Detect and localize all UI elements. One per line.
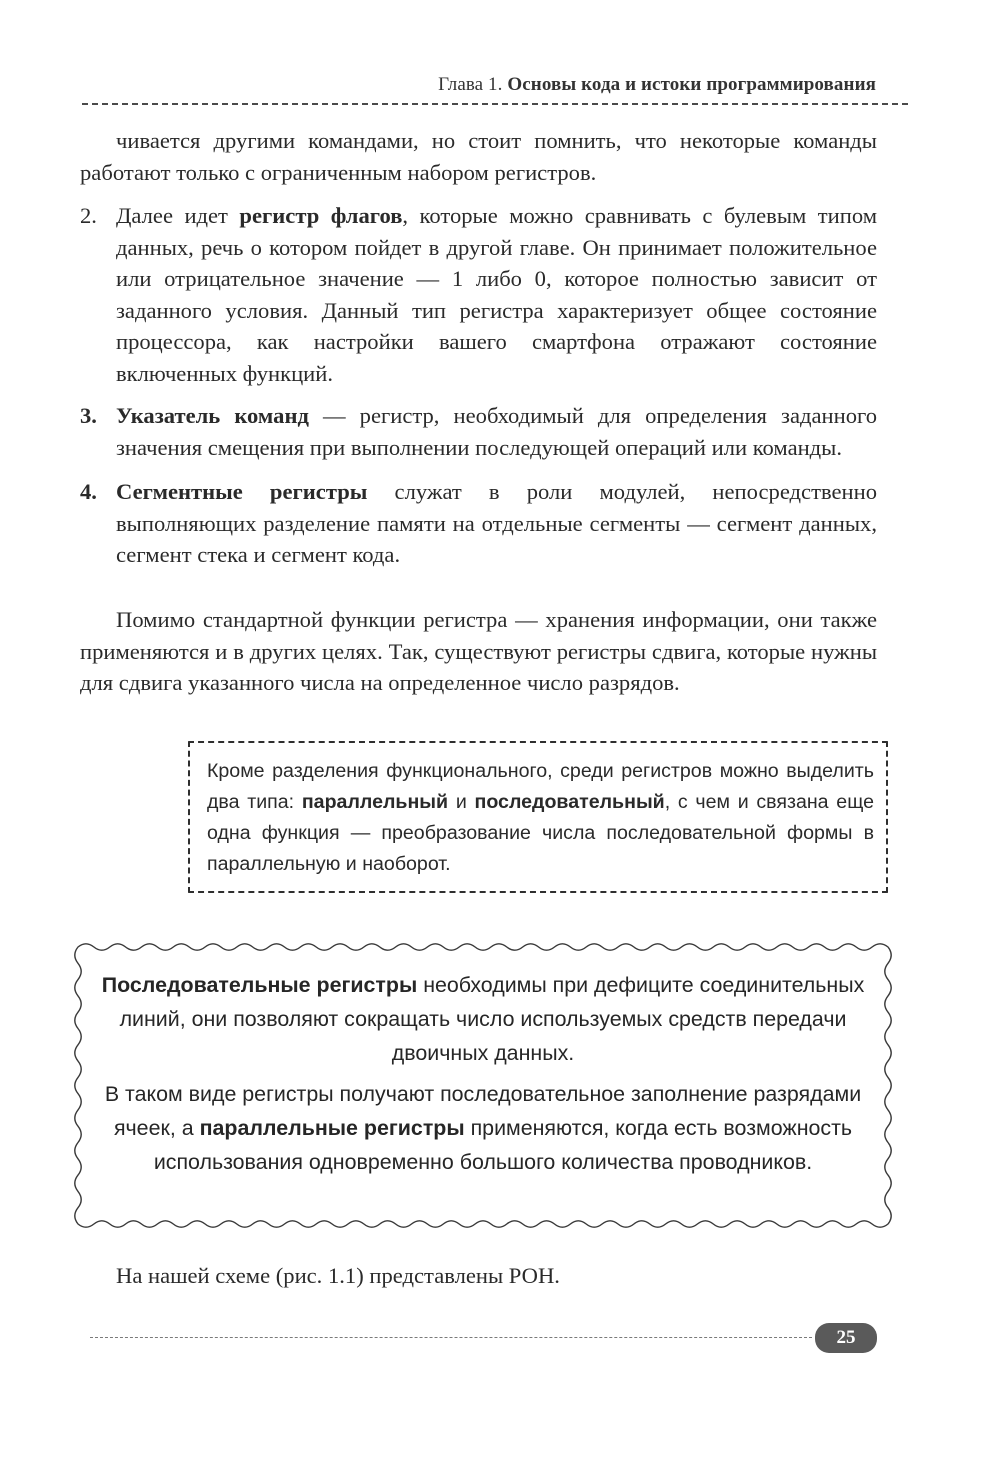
note-text [207, 756, 874, 880]
callout-text: применяются, когда есть возможность использования одновременно большого количества проводников. [153, 1116, 853, 1174]
list-item-text-after: — регистр, необходимый для определения заданного значения смещения при выполнении последующей операций или команды. [116, 403, 877, 460]
list-item-number: 4. [80, 479, 97, 504]
callout-text: необходимы при дефиците соединительных линий, они позволяют сокращать число используемых средств передачи двоичных данных. [119, 973, 865, 1065]
list-item [80, 400, 877, 463]
callout-term-parallel: параллельные регистры [199, 1116, 465, 1140]
list-item-text [116, 200, 877, 389]
callout-term-serial: Последовательные регистры [101, 973, 418, 997]
list-item [80, 200, 877, 389]
list-item-number: 3. [80, 403, 97, 428]
page-number-badge [815, 1323, 877, 1353]
list-item-number: 2. [80, 203, 97, 228]
list-item-text-after: , которые можно сравнивать с булевым типом данных, речь о котором пойдет в другой главе. Он принимает положительное или отрицательное значение — 1 либо 0, которое полностью зависит от заданного условия. Данный тип регистра характеризует общее состояние процессора, как настройки вашего смартфона отражают состояние включенных функций. [116, 203, 877, 386]
note-box [188, 741, 888, 893]
chapter-label: Глава 1. [438, 74, 503, 95]
list-item [80, 476, 877, 571]
note-term-parallel: параллельный [301, 791, 449, 813]
callout-text: В таком виде регистры получают последовательное заполнение разрядами ячеек, а [104, 1082, 862, 1140]
list-item-text [116, 400, 877, 463]
callout-box [72, 941, 894, 1230]
footer-divider [90, 1337, 812, 1338]
chapter-title: Основы кода и истоки программирования [507, 74, 876, 95]
running-header [80, 74, 876, 96]
list-item-text-after: служат в роли модулей, непосредственно выполняющих разделение памяти на отдельные сегменты — сегмент данных, сегмент стека и сегмент кода. [116, 479, 877, 567]
callout-paragraph [96, 1077, 870, 1179]
list-item-continuation [80, 125, 877, 188]
body-line [116, 1260, 560, 1292]
paragraph-text: Помимо стандартной функции регистра — хранения информации, они также применяются и в других целях. Так, существуют регистры сдвига, которые нужны для сдвига указанного числа на определенное число разрядов. [80, 607, 877, 695]
last-line-text: На нашей схеме (рис. 1.1) представлены РОН. [116, 1263, 560, 1288]
note-term-serial: последовательный [474, 791, 665, 813]
list-item-text [116, 476, 877, 571]
continuation-text: чивается другими командами, но стоит помнить, что некоторые команды работают только с ограниченным набором регистров. [80, 128, 877, 185]
page-number: 25 [836, 1327, 856, 1348]
header-divider [82, 103, 908, 105]
body-paragraph [80, 604, 877, 699]
note-text-part: , с чем и связана еще одна функция — преобразование числа последовательной формы в параллельную и наоборот. [207, 791, 874, 875]
list-item-text-before: Далее идет [116, 203, 240, 228]
note-text-part: и [448, 791, 475, 813]
list-item-term: Сегментные регистры [116, 479, 368, 504]
list-item-term: Указатель команд [116, 403, 309, 428]
callout-content [96, 968, 870, 1179]
list-item-term: регистр флагов [239, 203, 403, 228]
callout-paragraph [96, 968, 870, 1070]
note-text-part: Кроме разделения функционального, среди регистров можно выделить два типа: [207, 760, 874, 813]
